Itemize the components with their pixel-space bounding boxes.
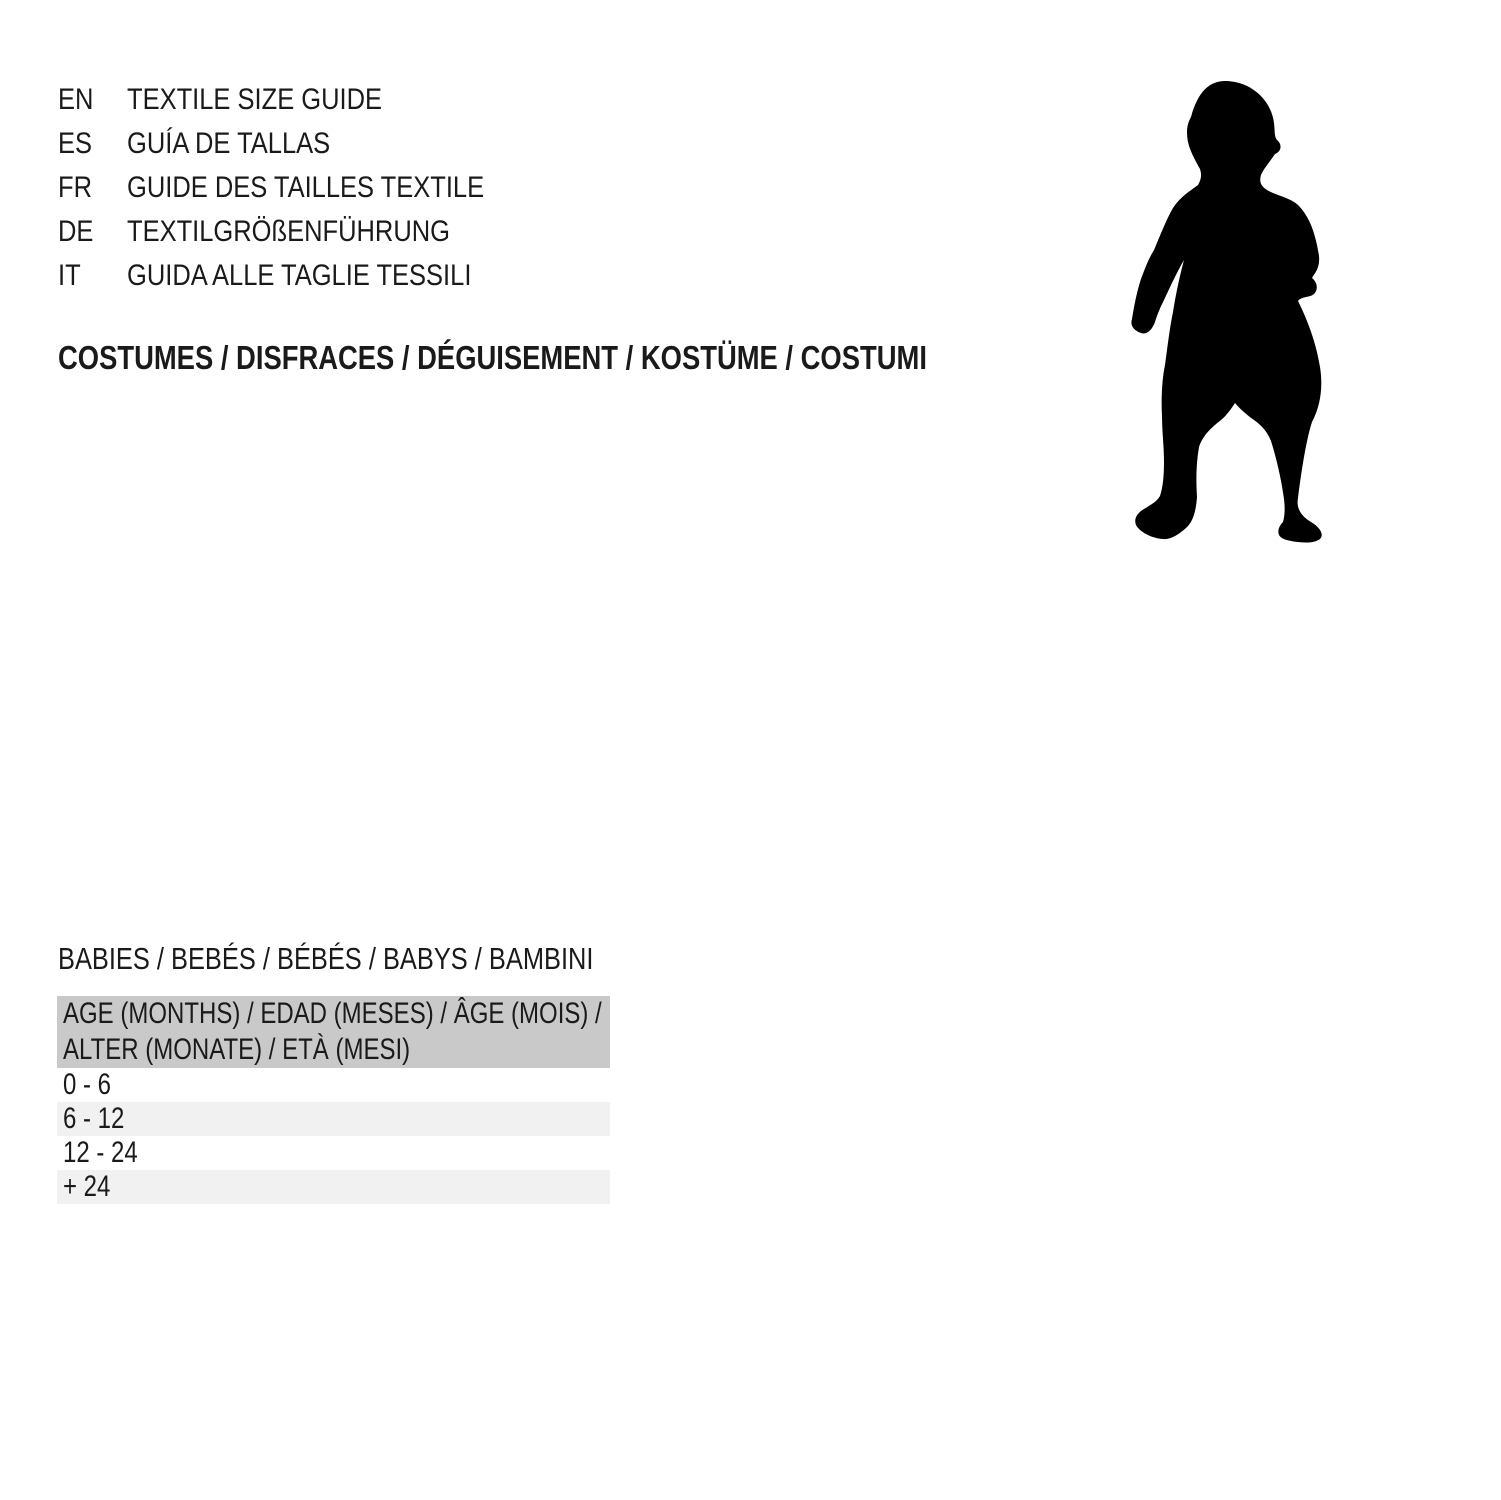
- language-label: GUIDE DES TAILLES TEXTILE: [127, 171, 485, 204]
- age-table-row: [57, 1136, 610, 1170]
- baby-silhouette-icon: [1128, 79, 1333, 544]
- category-line-text: COSTUMES / DISFRACES / DÉGUISEMENT / KOSTÜME / COSTUMI: [58, 339, 927, 376]
- age-table-row: [57, 1170, 610, 1204]
- age-table-header-line2: ALTER (MONATE) / ETÀ (MESI): [63, 1033, 411, 1066]
- age-table-header-line1: AGE (MONTHS) / EDAD (MESES) / ÂGE (MOIS) /: [63, 997, 602, 1030]
- age-table-header: [57, 996, 610, 1068]
- language-code: DE: [58, 215, 94, 248]
- size-section-title: [58, 941, 711, 977]
- language-code: FR: [58, 171, 92, 204]
- age-range-value: 12 - 24: [63, 1136, 138, 1169]
- language-code: ES: [58, 127, 93, 160]
- category-line: [58, 336, 1105, 380]
- age-table-row: [57, 1102, 610, 1136]
- age-range-value: 6 - 12: [63, 1102, 125, 1135]
- language-code: IT: [58, 259, 81, 292]
- language-label: TEXTILGRÖßENFÜHRUNG: [127, 215, 451, 248]
- size-section-title-text: BABIES / BEBÉS / BÉBÉS / BABYS / BAMBINI: [58, 941, 594, 976]
- age-range-value: + 24: [63, 1170, 111, 1203]
- age-table: [57, 996, 610, 1204]
- age-table-row: [57, 1068, 610, 1102]
- age-range-value: 0 - 6: [63, 1068, 112, 1101]
- language-label: TEXTILE SIZE GUIDE: [127, 83, 383, 116]
- baby-silhouette-path: [1131, 81, 1321, 543]
- language-label: GUÍA DE TALLAS: [127, 127, 331, 160]
- language-label: GUIDA ALLE TAGLIE TESSILI: [127, 259, 472, 292]
- language-code: EN: [58, 83, 94, 116]
